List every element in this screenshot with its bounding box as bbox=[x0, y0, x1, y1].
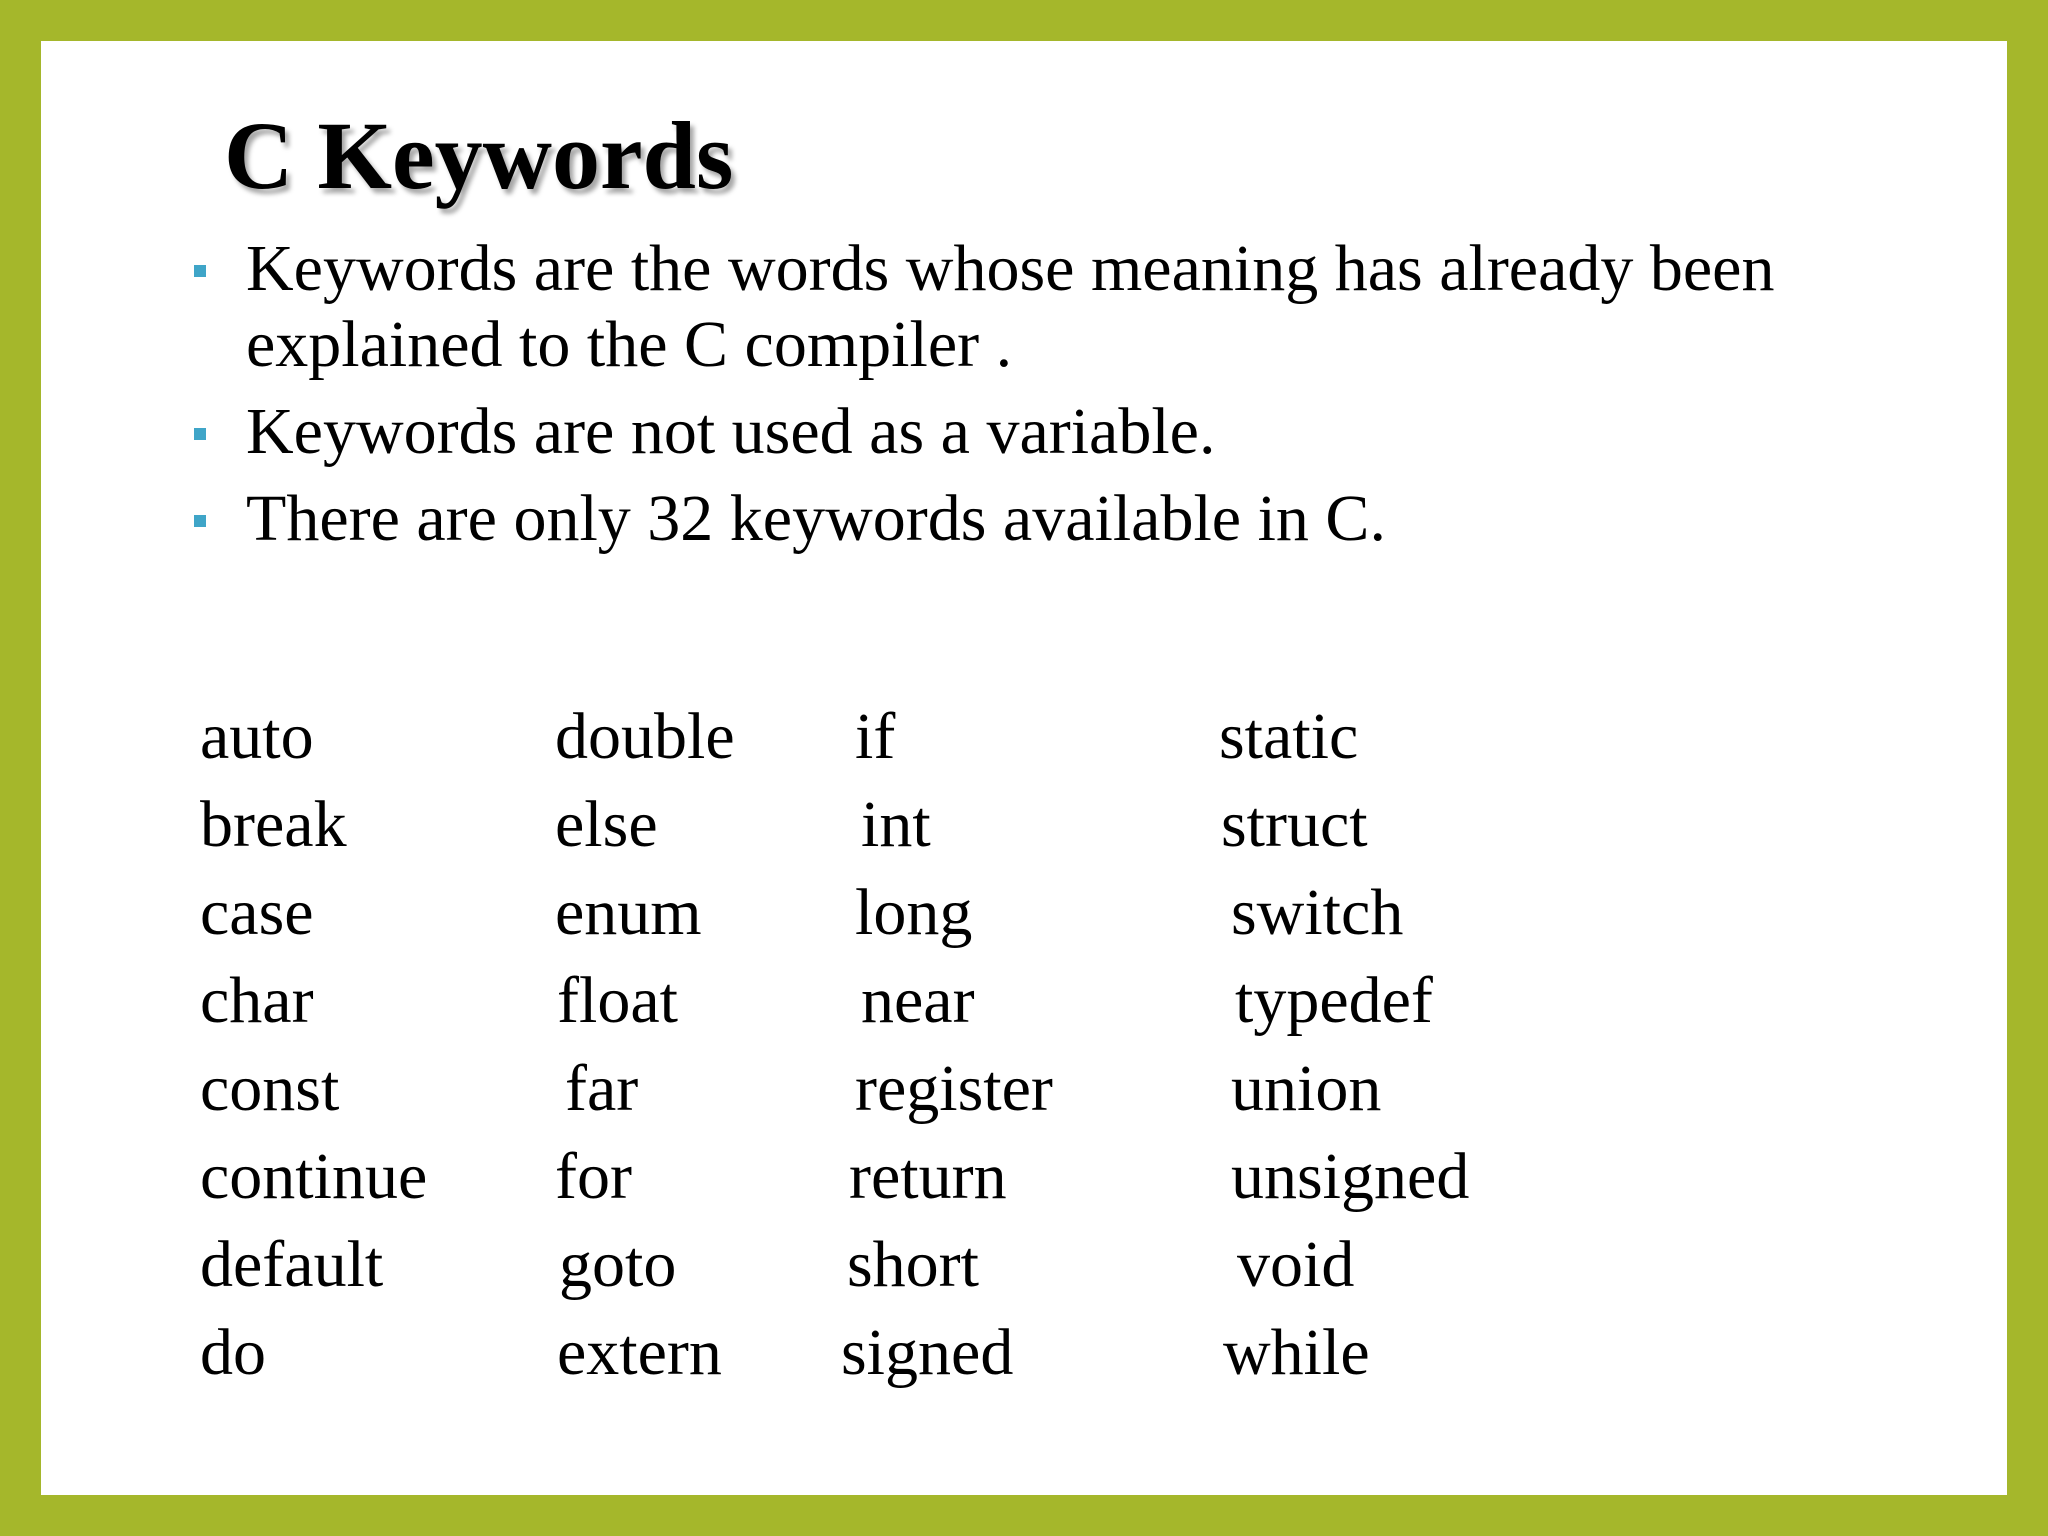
bullet-text: Keywords are the words whose meaning has already been explained to the C compiler . bbox=[246, 232, 1775, 381]
keyword-item: goto bbox=[559, 1228, 677, 1301]
bullet-item bbox=[151, 481, 1951, 557]
bullet-text: There are only 32 keywords available in C. bbox=[246, 482, 1386, 555]
keyword-item: struct bbox=[1221, 788, 1368, 861]
square-bullet-icon bbox=[194, 515, 206, 527]
bullet-item bbox=[151, 231, 1951, 383]
keyword-item: near bbox=[861, 964, 975, 1037]
keyword-item: static bbox=[1219, 700, 1359, 773]
keyword-item: continue bbox=[200, 1140, 428, 1213]
keyword-item: else bbox=[555, 788, 658, 861]
slide bbox=[41, 41, 2007, 1495]
square-bullet-icon bbox=[194, 428, 206, 440]
bullet-text: Keywords are not used as a variable. bbox=[246, 395, 1216, 468]
keyword-item: if bbox=[855, 700, 896, 773]
keyword-item: extern bbox=[557, 1316, 722, 1389]
keyword-item: signed bbox=[841, 1316, 1014, 1389]
keyword-item: void bbox=[1237, 1228, 1355, 1301]
keyword-item: for bbox=[555, 1140, 632, 1213]
square-bullet-icon bbox=[194, 265, 206, 277]
keyword-item: return bbox=[849, 1140, 1007, 1213]
keyword-item: while bbox=[1223, 1316, 1370, 1389]
keyword-item: typedef bbox=[1235, 964, 1433, 1037]
keyword-item: far bbox=[565, 1052, 639, 1125]
keyword-item: auto bbox=[200, 700, 314, 773]
keyword-item: short bbox=[847, 1228, 979, 1301]
keyword-item: int bbox=[861, 788, 931, 861]
keyword-item: default bbox=[200, 1228, 384, 1301]
bullet-item bbox=[151, 394, 1951, 470]
keyword-item: long bbox=[855, 876, 973, 949]
keyword-item: switch bbox=[1231, 876, 1404, 949]
keyword-item: char bbox=[200, 964, 314, 1037]
keyword-item: case bbox=[200, 876, 314, 949]
keyword-item: break bbox=[200, 788, 347, 861]
bullet-list bbox=[151, 231, 1951, 568]
keyword-item: register bbox=[855, 1052, 1053, 1125]
keyword-item: enum bbox=[555, 876, 702, 949]
keyword-item: const bbox=[200, 1052, 340, 1125]
slide-title: C Keywords bbox=[224, 102, 734, 209]
keyword-item: float bbox=[557, 964, 678, 1037]
keyword-item: unsigned bbox=[1231, 1140, 1470, 1213]
keyword-item: union bbox=[1231, 1052, 1382, 1125]
keyword-item: double bbox=[555, 700, 735, 773]
keyword-item: do bbox=[200, 1316, 266, 1389]
